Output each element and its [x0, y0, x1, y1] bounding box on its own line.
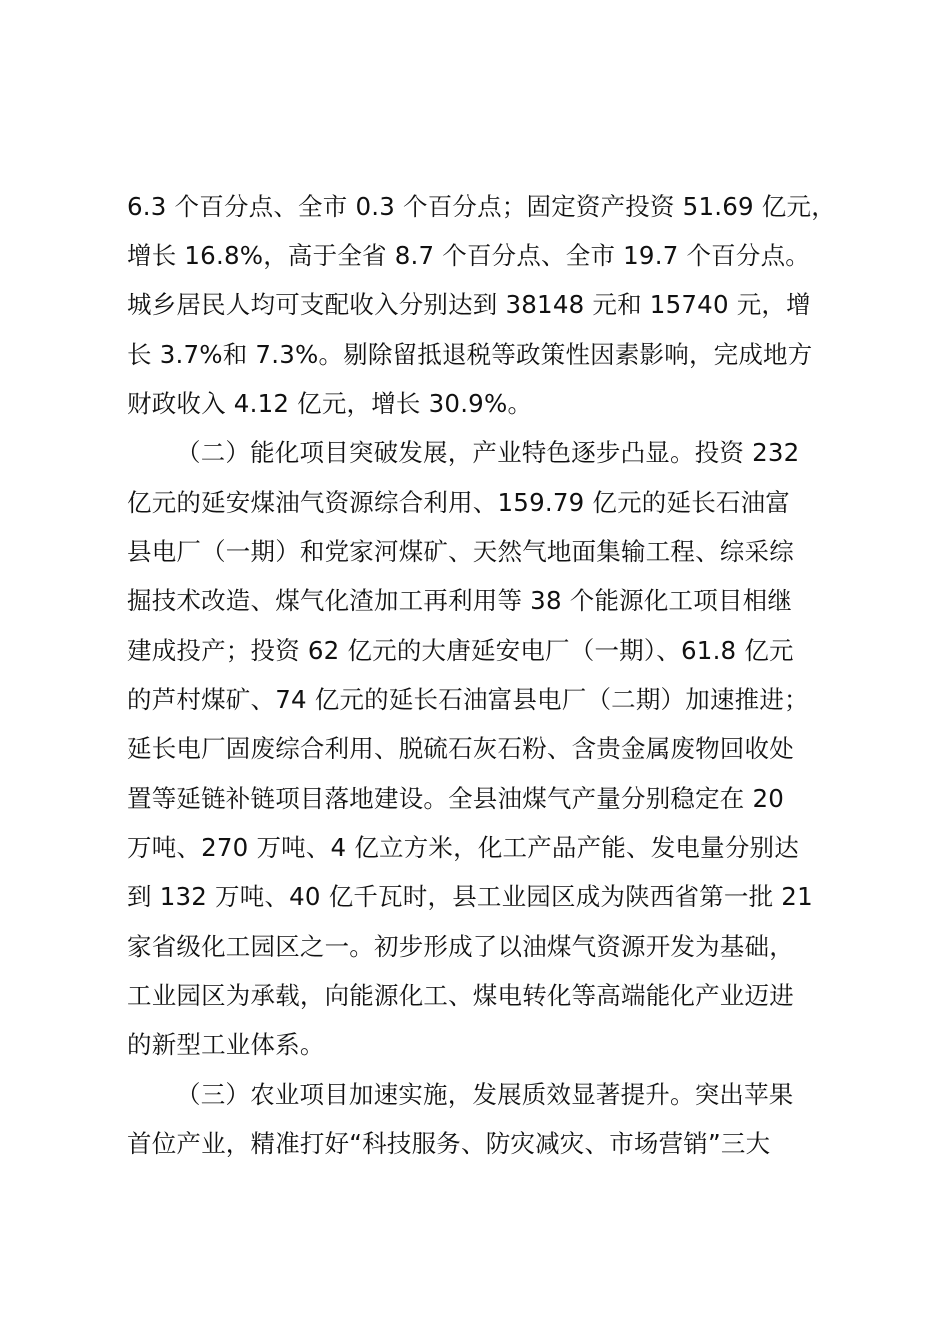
text-line: 家省级化工园区之一。初步形成了以油煤气资源开发为基础，	[127, 932, 794, 961]
text-line: 掘技术改造、煤气化渣加工再利用等 38 个能源化工项目相继	[127, 586, 793, 615]
text-line: 建成投产；投资 62 亿元的大唐延安电厂（一期）、61.8 亿元	[127, 636, 794, 665]
text-line: 财政收入 4.12 亿元，增长 30.9%。	[127, 389, 533, 418]
text-line: 亿元的延安煤油气资源综合利用、159.79 亿元的延长石油富	[127, 488, 791, 517]
text-line: 的新型工业体系。	[127, 1030, 325, 1059]
text-line: 首位产业，精准打好“科技服务、防灾减灾、市场营销”三大	[127, 1129, 771, 1158]
text-line: 到 132 万吨、40 亿千瓦时，县工业园区成为陕西省第一批 21	[127, 882, 813, 911]
text-line: 的芦村煤矿、74 亿元的延长石油富县电厂（二期）加速推进；	[127, 685, 809, 714]
text-line: 县电厂（一期）和党家河煤矿、天然气地面集输工程、综采综	[127, 537, 794, 566]
text-line: 延长电厂固废综合利用、脱硫石灰石粉、含贵金属废物回收处	[127, 734, 794, 763]
text-line: 万吨、270 万吨、4 亿立方米，化工产品产能、发电量分别达	[127, 833, 799, 862]
text-line: 长 3.7%和 7.3%。剔除留抵退税等政策性因素影响，完成地方	[127, 340, 813, 369]
text-line: 6.3 个百分点、全市 0.3 个百分点；固定资产投资 51.69 亿元，	[127, 192, 836, 221]
text-line: 置等延链补链项目落地建设。全县油煤气产量分别稳定在 20	[127, 784, 785, 813]
paragraph-start-line: （二）能化项目突破发展，产业特色逐步凸显。投资 232	[176, 438, 800, 467]
text-line: 增长 16.8%，高于全省 8.7 个百分点、全市 19.7 个百分点。	[127, 241, 810, 270]
paragraph-start-line: （三）农业项目加速实施，发展质效显著提升。突出苹果	[176, 1080, 794, 1109]
text-line: 工业园区为承载，向能源化工、煤电转化等高端能化产业迈进	[127, 981, 794, 1010]
text-line: 城乡居民人均可支配收入分别达到 38148 元和 15740 元，增	[127, 290, 811, 319]
